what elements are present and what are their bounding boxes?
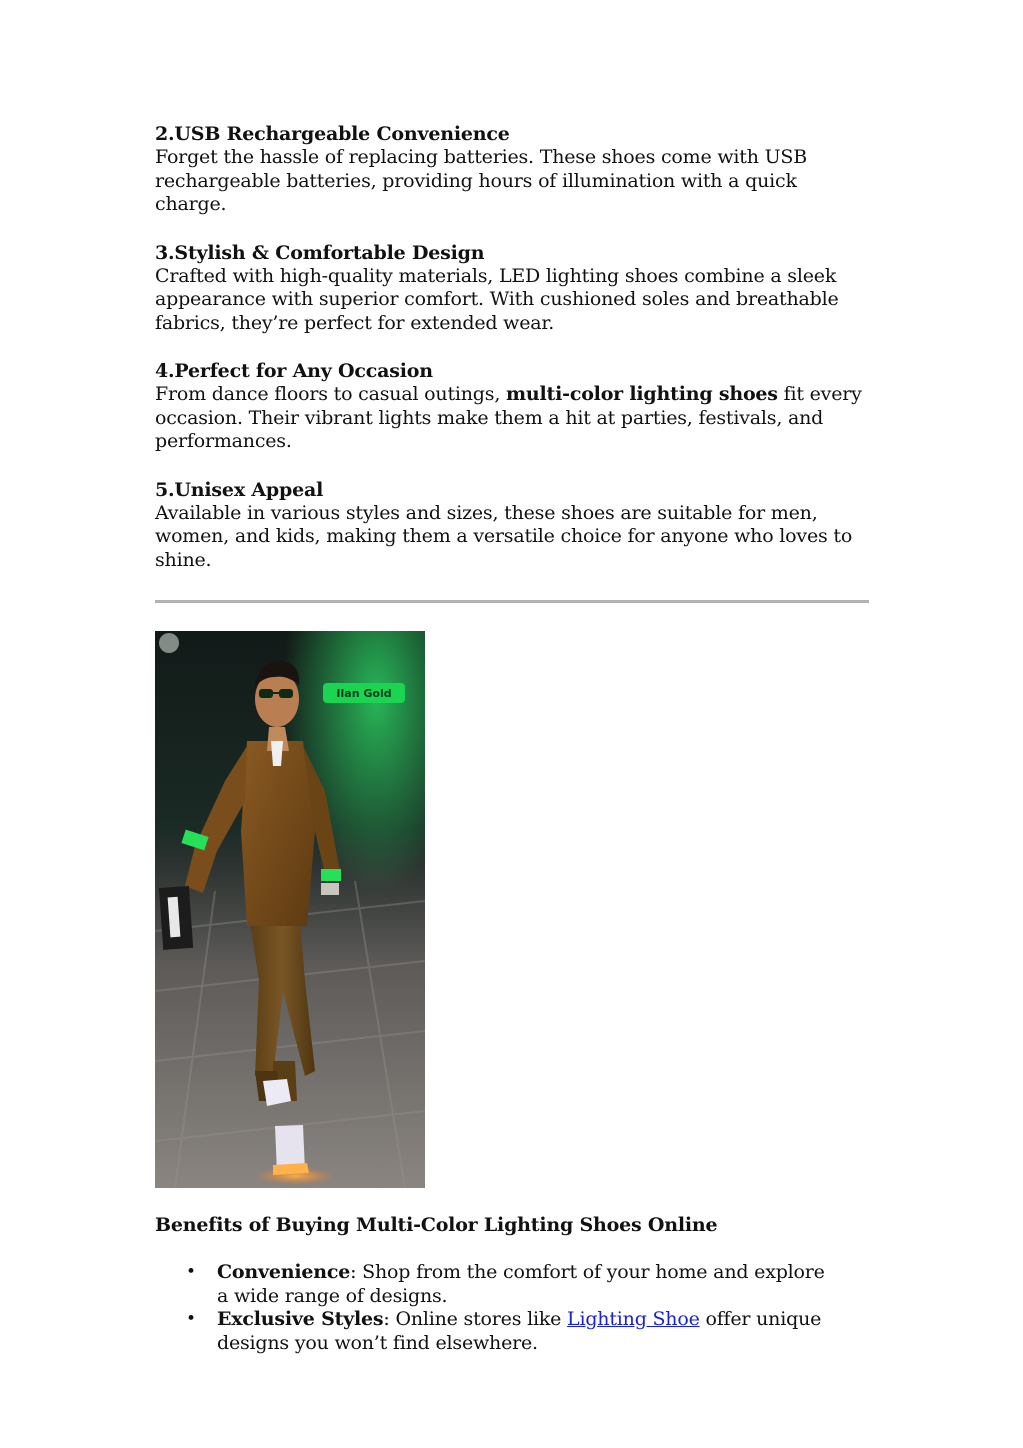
feature-usb-rechargeable (155, 122, 870, 217)
section-heading: 5.Unisex Appeal (155, 478, 324, 501)
section-body: Crafted with high-quality materials, LED lighting shoes combine a sleek appearance with superior comfort. With cushioned soles and breathable fabrics, they’re perfect for extended wear. (155, 264, 839, 334)
neon-sign-text: Ilan Gold (336, 687, 392, 700)
benefit-text: : Shop from the comfort of your home and explore a wide range of designs. (217, 1261, 825, 1307)
feature-stylish-design (155, 241, 870, 336)
section-body: Forget the hassle of replacing batteries. These shoes come with USB rechargeable batteries, providing hours of illumination with a quick charge. (155, 146, 807, 215)
section-heading: 4.Perfect for Any Occasion (155, 360, 433, 382)
benefit-term: Exclusive Styles (217, 1308, 384, 1330)
benefit-text: offer unique designs you won’t find elsewhere. (217, 1308, 822, 1354)
bullet-icon: • (186, 1309, 196, 1329)
section-body: Available in various styles and sizes, these shoes are suitable for men, women, and kids, making them a versatile choice for anyone who loves to shine. (155, 501, 853, 571)
benefits-list (155, 1261, 870, 1355)
lighting-shoe-link[interactable]: Lighting Shoe (567, 1308, 700, 1330)
section-body-text: From dance floors to casual outings, (155, 383, 507, 405)
section-heading: 3.Stylish & Comfortable Design (155, 241, 485, 264)
feature-unisex-appeal (155, 478, 870, 573)
section-body-text: fit every occasion. Their vibrant lights make them a hit at parties, festivals, and performances. (155, 383, 862, 452)
product-photo (155, 631, 425, 1188)
benefit-term: Convenience (217, 1261, 351, 1283)
benefits-heading: Benefits of Buying Multi-Color Lighting Shoes Online (155, 1214, 718, 1236)
bullet-icon: • (186, 1262, 196, 1282)
section-body (155, 383, 870, 454)
keyword-bold: multi-color lighting shoes (506, 383, 778, 405)
article-page (155, 122, 870, 1355)
list-item (186, 1261, 870, 1308)
list-item (186, 1308, 870, 1355)
section-heading: 2.USB Rechargeable Convenience (155, 123, 510, 145)
benefit-text: : Online stores like (383, 1308, 568, 1330)
feature-any-occasion (155, 359, 870, 454)
horizontal-divider (155, 600, 869, 603)
